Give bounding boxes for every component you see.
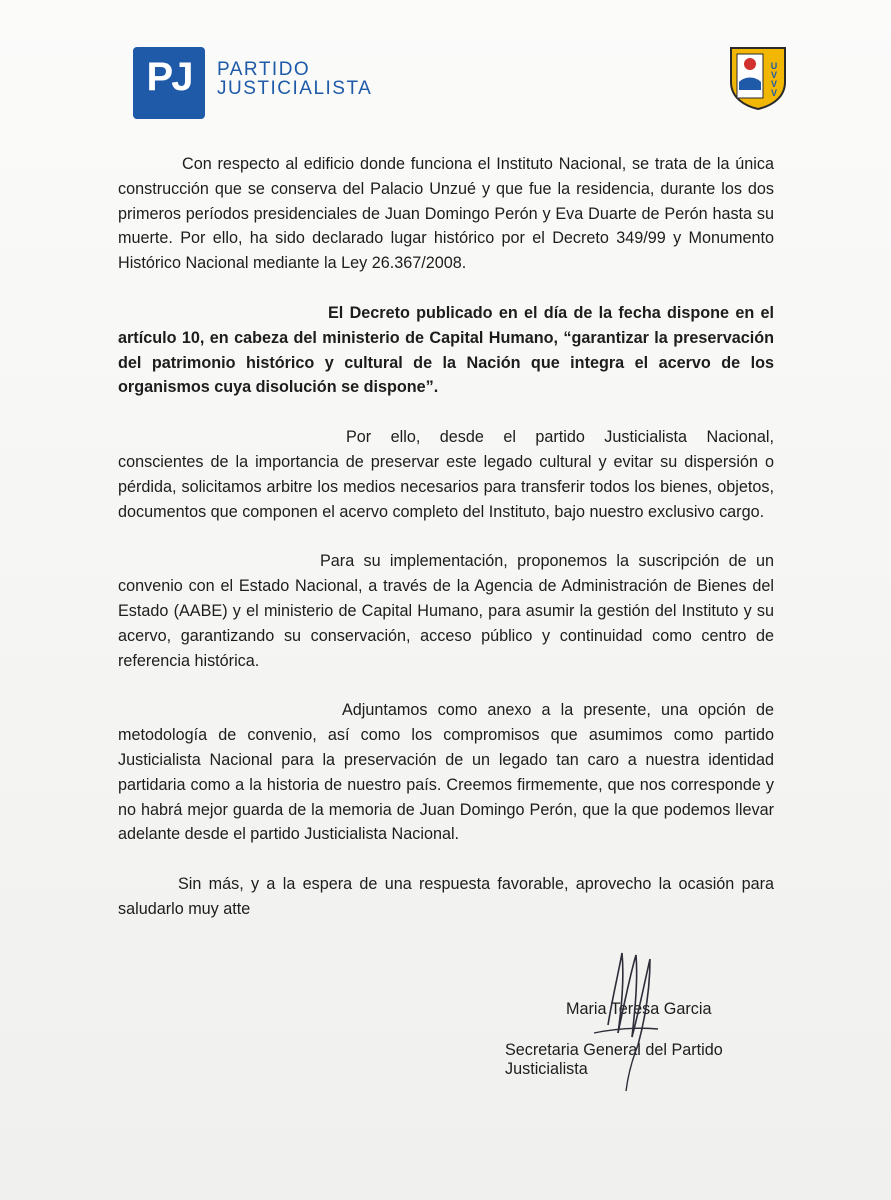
letter-body [118, 152, 774, 947]
pj-logo [133, 47, 205, 119]
handwritten-signature [588, 945, 668, 1095]
party-name-line1: PARTIDO [217, 59, 311, 80]
paragraph-request: Por ello, desde el partido Justicialista Nacional, conscientes de la importancia de preservar este legado cultural y evitar su dispersión o pérdida, solicitamos arbitre los medios necesarios para transferir todos los bienes, objetos, documentos que componen el acervo completo del Instituto, bajo nuestro exclusivo cargo. [118, 428, 774, 521]
letterhead [0, 0, 891, 140]
party-shield-emblem [727, 42, 789, 110]
paragraph-annex: Adjuntamos como anexo a la presente, una opción de metodología de convenio, así como los compromisos que asumimos como partido Justicialista Nacional para la preservación de un legado tan caro a nuestra identidad partidaria como a la historia de nuestro país. Creemos firmemente, que nos corresponde y no habrá mejor guarda de la memoria de Juan Domingo Perón, que la que podemos llevar adelante desde el partido Justicialista Nacional. [118, 701, 774, 844]
party-name [217, 60, 417, 98]
paragraph-decree: El Decreto publicado en el día de la fecha dispone en el artículo 10, en cabeza del ministerio de Capital Humano, “garantizar la preservación del patrimonio histórico y cultural de la Nación que integra el acervo de los organismos cuya disolución se dispone”. [118, 303, 774, 397]
party-name-line2: JUSTICIALISTA [217, 78, 373, 99]
paragraph-closing: Sin más, y a la espera de una respuesta favorable, aprovecho la ocasión para saludarlo muy atte [118, 875, 774, 918]
paragraph-building: Con respecto al edificio donde funciona el Instituto Nacional, se trata de la única construcción que se conserva del Palacio Unzué y que fue la residencia, durante los dos primeros períodos presidenciales de Juan Domingo Perón y Eva Duarte de Perón hasta su muerte. Por ello, ha sido declarado lugar histórico por el Decreto 349/99 y Monumento Histórico Nacional mediante la Ley 26.367/2008. [118, 155, 774, 273]
svg-text:V: V [770, 79, 778, 89]
pj-logo-text: PJ [146, 55, 192, 99]
svg-text:V: V [770, 70, 778, 80]
signatory-title: Secretaria General del Partido Justicialista [505, 1041, 723, 1078]
svg-text:V: V [770, 88, 778, 98]
paragraph-implementation: Para su implementación, proponemos la suscripción de un convenio con el Estado Nacional, a través de la Agencia de Administración de Bienes del Estado (AABE) y el ministerio de Capital Humano, para asumir la gestión del Instituto y su acervo, garantizando su conservación, acceso público y continuidad como centro de referencia histórica. [118, 552, 774, 670]
signatory-name: Maria Teresa Garcia [566, 1000, 712, 1018]
svg-text:U: U [770, 61, 778, 71]
signature-block [120, 1000, 780, 1110]
